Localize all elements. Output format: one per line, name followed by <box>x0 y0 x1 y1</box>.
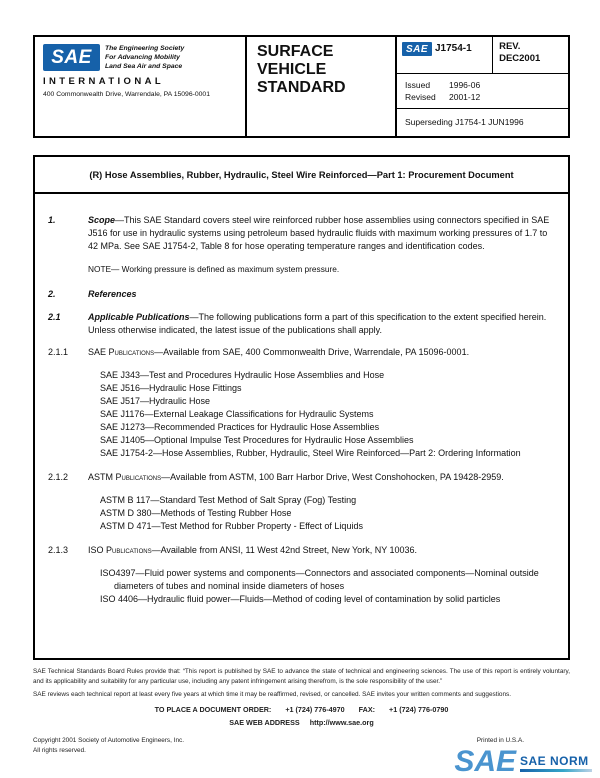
section-number: 2.1.2 <box>48 472 69 483</box>
document-meta <box>397 37 568 136</box>
reference-item: ASTM D 471—Test Method for Rubber Property - Effect of Liquids <box>100 521 363 532</box>
rev-value: DEC2001 <box>499 53 541 65</box>
issue-dates <box>397 74 568 109</box>
publisher-tagline <box>105 44 184 71</box>
section-text <box>88 288 552 301</box>
section-text <box>88 544 552 557</box>
section-number: 2.1.1 <box>48 347 69 358</box>
doc-number-row <box>397 37 568 74</box>
section-number: 1. <box>48 215 56 225</box>
tagline-line: For Advancing Mobility <box>105 53 180 61</box>
review-notice: SAE reviews each technical report at least every five years at which time it may be reaffirmed, revised, or cancelled. SAE invites your written comments and suggestions. <box>33 691 511 699</box>
note-indent <box>48 264 88 276</box>
section-paragraph: —Available from SAE, 400 Commonwealth Drive, Warrendale, PA 15096-0001. <box>154 347 470 358</box>
tagline-line: Land Sea Air and Space <box>105 62 183 70</box>
document-body <box>35 194 568 606</box>
note-text: NOTE— Working pressure is defined as maximum system pressure. <box>88 264 340 275</box>
sae-norm-text: SAE NORM <box>520 754 589 768</box>
section-text <box>88 346 552 359</box>
document-number <box>397 37 493 73</box>
reference-item: SAE J1405—Optional Impulse Test Procedures for Hydraulic Hose Assemblies <box>100 435 414 446</box>
content-box <box>33 155 570 660</box>
reference-item: ASTM B 117—Standard Test Method of Salt Spray (Fog) Testing <box>100 495 357 506</box>
reference-item: SAE J1176—External Leakage Classifications for Hydraulic Systems <box>100 409 374 420</box>
reference-item: ASTM D 380—Methods of Testing Rubber Hose <box>100 508 292 519</box>
doc-type-line: VEHICLE <box>257 60 327 78</box>
section-iso-publications <box>48 544 552 557</box>
header <box>33 35 570 138</box>
rev-label: REV. <box>499 41 521 52</box>
sae-publications-list <box>100 369 552 460</box>
section-heading: References <box>88 289 137 300</box>
reference-item: SAE J516—Hydraulic Hose Fittings <box>100 383 242 394</box>
web-address-label: SAE WEB ADDRESS <box>229 717 300 727</box>
section-astm-publications <box>48 471 552 484</box>
revised-row <box>405 92 560 102</box>
order-label: TO PLACE A DOCUMENT ORDER: <box>154 704 272 714</box>
section-heading: SAE Publications <box>88 347 155 358</box>
sae-logo <box>43 44 100 71</box>
astm-publications-list <box>100 494 552 533</box>
reference-item: ISO4397—Fluid power systems and components—Connectors and associated components—Nominal outside diameters of tubes and nominal inside diameters of hoses <box>100 568 539 592</box>
sae-logo-small-text: SAE <box>405 43 429 55</box>
order-info <box>33 705 570 729</box>
section-heading: ISO Publications <box>88 545 152 556</box>
section-text <box>88 214 552 252</box>
fax-label: FAX: <box>358 704 376 714</box>
sae-norm-glyph: SAE <box>454 744 516 778</box>
order-line <box>33 705 570 716</box>
section-references <box>48 288 552 301</box>
publisher-international: INTERNATIONAL <box>43 76 165 88</box>
section-number: 2.1 <box>48 311 61 322</box>
reference-item: SAE J517—Hydraulic Hose <box>100 396 211 407</box>
sae-logo-text: SAE <box>51 46 92 68</box>
section-paragraph: —Available from ANSI, 11 West 42nd Street, New York, NY 10036. <box>151 545 418 556</box>
section-heading: ASTM Publications <box>88 472 162 483</box>
web-address-line <box>33 718 570 729</box>
section-paragraph: —The following publications form a part of this specification to the extent specified herein. Unless otherwise indicated, the latest issue of the publications shall apply. <box>88 311 547 335</box>
revised-label: Revised <box>405 91 436 102</box>
section-heading: Scope <box>88 215 116 225</box>
reference-item: SAE J1273—Recommended Practices for Hydraulic Hose Assemblies <box>100 422 380 433</box>
sae-norm-logo <box>454 744 592 778</box>
fax-number: +1 (724) 776-0790 <box>389 704 449 714</box>
section-number: 2. <box>48 289 56 300</box>
section-paragraph: —This SAE Standard covers steel wire reinforced rubber hose assemblies using connectors specified in SAE J516 for use in hydraulic systems using petroleum based hydraulic fluids with maximum working pressures of 1.7 to 42 MPa. See SAE J1754-2, Table 8 for hose operating temperature ranges and identification codes. <box>88 215 550 251</box>
superseding-note: Superseding J1754-1 JUN1996 <box>405 117 524 128</box>
doc-type-line: STANDARD <box>257 78 346 96</box>
reference-item: SAE J343—Test and Procedures Hydraulic Hose Assemblies and Hose <box>100 370 385 381</box>
issued-label: Issued <box>405 79 431 90</box>
sae-norm-bar <box>520 769 592 772</box>
iso-publications-list <box>100 567 552 606</box>
document-number-text: J1754-1 <box>435 43 472 54</box>
reference-item: ISO 4406—Hydraulic fluid power—Fluids—Method of coding level of contamination by solid particles <box>100 594 501 605</box>
doc-type-line: SURFACE <box>257 43 334 60</box>
copyright-line: Copyright 2001 Society of Automotive Engineers, Inc. <box>33 737 184 745</box>
issued-value: 1996-06 <box>449 79 481 90</box>
printed-in-line: Printed in U.S.A. <box>476 737 524 745</box>
standards-board-notice: SAE Technical Standards Board Rules provide that: “This report is published by SAE to advance the state of technical and engineering sciences. The use of this report is entirely voluntary, and its applicability and suitability for any particular use, including any patent infringement arising therefrom, is the sole responsibility of the user.” <box>33 668 570 685</box>
footer <box>33 667 570 756</box>
sae-norm-wordmark <box>520 755 592 773</box>
section-heading: Applicable Publications <box>88 311 190 322</box>
section-scope <box>48 214 552 252</box>
order-phone: +1 (724) 776-4970 <box>285 704 345 714</box>
web-address-url[interactable]: http://www.sae.org <box>309 717 374 727</box>
document-title: (R) Hose Assemblies, Rubber, Hydraulic, Steel Wire Reinforced—Part 1: Procurement Document <box>35 157 568 194</box>
section-text <box>88 471 552 484</box>
copyright-block <box>33 736 184 755</box>
scope-note <box>48 264 552 276</box>
publisher-address: 400 Commonwealth Drive, Warrendale, PA 15096-0001 <box>43 91 210 99</box>
section-paragraph: —Available from ASTM, 100 Barr Harbor Drive, West Conshohocken, PA 19428-2959. <box>161 472 504 483</box>
sae-logo-small <box>402 42 432 56</box>
section-sae-publications <box>48 346 552 359</box>
revised-value: 2001-12 <box>449 91 481 102</box>
reference-item: SAE J1754-2—Hose Assemblies, Rubber, Hydraulic, Steel Wire Reinforced—Part 2: Ordering Information <box>100 448 521 459</box>
document-type <box>247 37 397 136</box>
publisher-block <box>35 37 247 136</box>
section-applicable-publications <box>48 311 552 337</box>
revision-block <box>493 37 568 73</box>
section-text <box>88 311 552 337</box>
section-number: 2.1.3 <box>48 545 69 556</box>
tagline-line: The Engineering Society <box>105 45 185 52</box>
issued-row <box>405 80 560 90</box>
rights-line: All rights reserved. <box>33 747 86 755</box>
